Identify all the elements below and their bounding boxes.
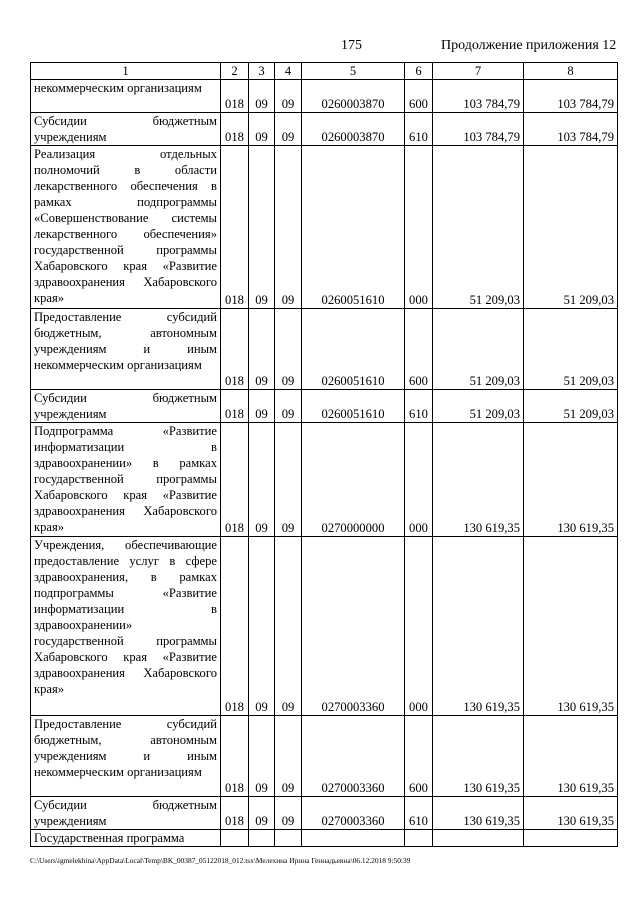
table-header-row (31, 63, 618, 80)
table-row (31, 423, 618, 537)
column-header: 4 (275, 63, 302, 80)
row-name: Государственная программа (31, 830, 221, 847)
cell-amount-total: 130 619,35 (524, 537, 618, 716)
cell-subsection: 09 (275, 113, 302, 146)
cell-target-item: 0260051610 (302, 390, 405, 423)
cell-expense-type (405, 830, 433, 847)
cell-ministry: 018 (221, 146, 249, 309)
row-name: некоммерческим организациям (31, 80, 221, 113)
cell-expense-type: 600 (405, 716, 433, 797)
cell-target-item: 0260003870 (302, 80, 405, 113)
table-row (31, 80, 618, 113)
cell-target-item: 0270003360 (302, 716, 405, 797)
cell-amount: 51 209,03 (433, 309, 524, 390)
cell-expense-type: 000 (405, 423, 433, 537)
cell-section: 09 (249, 716, 275, 797)
table-row (31, 113, 618, 146)
cell-section (249, 830, 275, 847)
cell-amount-total: 130 619,35 (524, 797, 618, 830)
cell-expense-type: 600 (405, 80, 433, 113)
table-row (31, 716, 618, 797)
cell-ministry: 018 (221, 423, 249, 537)
cell-amount-total: 103 784,79 (524, 80, 618, 113)
page-number: 175 (341, 38, 362, 53)
cell-amount: 51 209,03 (433, 390, 524, 423)
row-name: Реализация отдельных полномочий в области лекарственного обеспечения в рамках подпрограммы «Совершенствование системы лекарственного обеспечения» государственной программы Хабаровского края «Развитие здравоохранения Хабаровского края» (31, 146, 221, 309)
cell-amount-total: 130 619,35 (524, 423, 618, 537)
table-row (31, 830, 618, 847)
cell-ministry: 018 (221, 309, 249, 390)
cell-ministry: 018 (221, 716, 249, 797)
column-header: 6 (405, 63, 433, 80)
cell-section: 09 (249, 423, 275, 537)
cell-amount: 130 619,35 (433, 716, 524, 797)
cell-expense-type: 000 (405, 537, 433, 716)
cell-expense-type: 610 (405, 797, 433, 830)
cell-target-item: 0270000000 (302, 423, 405, 537)
cell-amount: 130 619,35 (433, 797, 524, 830)
cell-expense-type: 610 (405, 113, 433, 146)
cell-subsection: 09 (275, 80, 302, 113)
cell-amount (433, 830, 524, 847)
column-header: 2 (221, 63, 249, 80)
cell-section: 09 (249, 537, 275, 716)
cell-amount: 103 784,79 (433, 113, 524, 146)
table-row (31, 797, 618, 830)
cell-amount-total: 51 209,03 (524, 146, 618, 309)
cell-ministry: 018 (221, 113, 249, 146)
table-row (31, 537, 618, 716)
cell-target-item (302, 830, 405, 847)
cell-subsection: 09 (275, 309, 302, 390)
cell-section: 09 (249, 390, 275, 423)
budget-table (30, 62, 618, 847)
cell-subsection: 09 (275, 146, 302, 309)
table-row (31, 146, 618, 309)
cell-amount: 130 619,35 (433, 423, 524, 537)
cell-amount-total (524, 830, 618, 847)
column-header: 7 (433, 63, 524, 80)
file-path-footer: C:\Users\igmelekhina\AppData\Local\Temp\BK_00387_05122018_012.tsx\Мелехина Ирина Геннадьевна\06.12.2018 9:50:39 (30, 856, 411, 865)
column-header: 8 (524, 63, 618, 80)
cell-section: 09 (249, 309, 275, 390)
cell-amount-total: 103 784,79 (524, 113, 618, 146)
cell-section: 09 (249, 146, 275, 309)
cell-amount-total: 51 209,03 (524, 390, 618, 423)
cell-subsection: 09 (275, 797, 302, 830)
cell-target-item: 0260003870 (302, 113, 405, 146)
cell-amount: 130 619,35 (433, 537, 524, 716)
row-name: Субсидии бюджетным учреждениям (31, 113, 221, 146)
cell-subsection: 09 (275, 716, 302, 797)
row-name: Субсидии бюджетным учреждениям (31, 797, 221, 830)
cell-amount: 103 784,79 (433, 80, 524, 113)
cell-ministry: 018 (221, 797, 249, 830)
column-header: 1 (31, 63, 221, 80)
cell-amount: 51 209,03 (433, 146, 524, 309)
cell-ministry: 018 (221, 390, 249, 423)
cell-section: 09 (249, 797, 275, 830)
row-name: Предоставление субсидий бюджетным, автономным учреждениям и иным некоммерческим организациям (31, 309, 221, 390)
cell-subsection: 09 (275, 537, 302, 716)
cell-subsection (275, 830, 302, 847)
cell-ministry (221, 830, 249, 847)
cell-subsection: 09 (275, 390, 302, 423)
cell-ministry: 018 (221, 537, 249, 716)
column-header: 3 (249, 63, 275, 80)
cell-amount-total: 130 619,35 (524, 716, 618, 797)
cell-target-item: 0270003360 (302, 537, 405, 716)
cell-expense-type: 000 (405, 146, 433, 309)
table-row (31, 390, 618, 423)
cell-subsection: 09 (275, 423, 302, 537)
cell-expense-type: 600 (405, 309, 433, 390)
cell-target-item: 0260051610 (302, 146, 405, 309)
row-name: Подпрограмма «Развитие информатизации в здравоохранении» в рамках государственной программы Хабаровского края «Развитие здравоохранения Хабаровского края» (31, 423, 221, 537)
appendix-label: Продолжение приложения 12 (441, 38, 617, 53)
row-name: Предоставление субсидий бюджетным, автономным учреждениям и иным некоммерческим организациям (31, 716, 221, 797)
row-name: Субсидии бюджетным учреждениям (31, 390, 221, 423)
row-name: Учреждения, обеспечивающие предоставление услуг в сфере здравоохранения, в рамках подпрограммы «Развитие информатизации в здравоохранении» государственной программы Хабаровского края «Развитие здравоохранения Хабаровского края» (31, 537, 221, 716)
cell-expense-type: 610 (405, 390, 433, 423)
cell-target-item: 0270003360 (302, 797, 405, 830)
cell-section: 09 (249, 80, 275, 113)
cell-target-item: 0260051610 (302, 309, 405, 390)
cell-ministry: 018 (221, 80, 249, 113)
column-header: 5 (302, 63, 405, 80)
table-row (31, 309, 618, 390)
cell-amount-total: 51 209,03 (524, 309, 618, 390)
cell-section: 09 (249, 113, 275, 146)
